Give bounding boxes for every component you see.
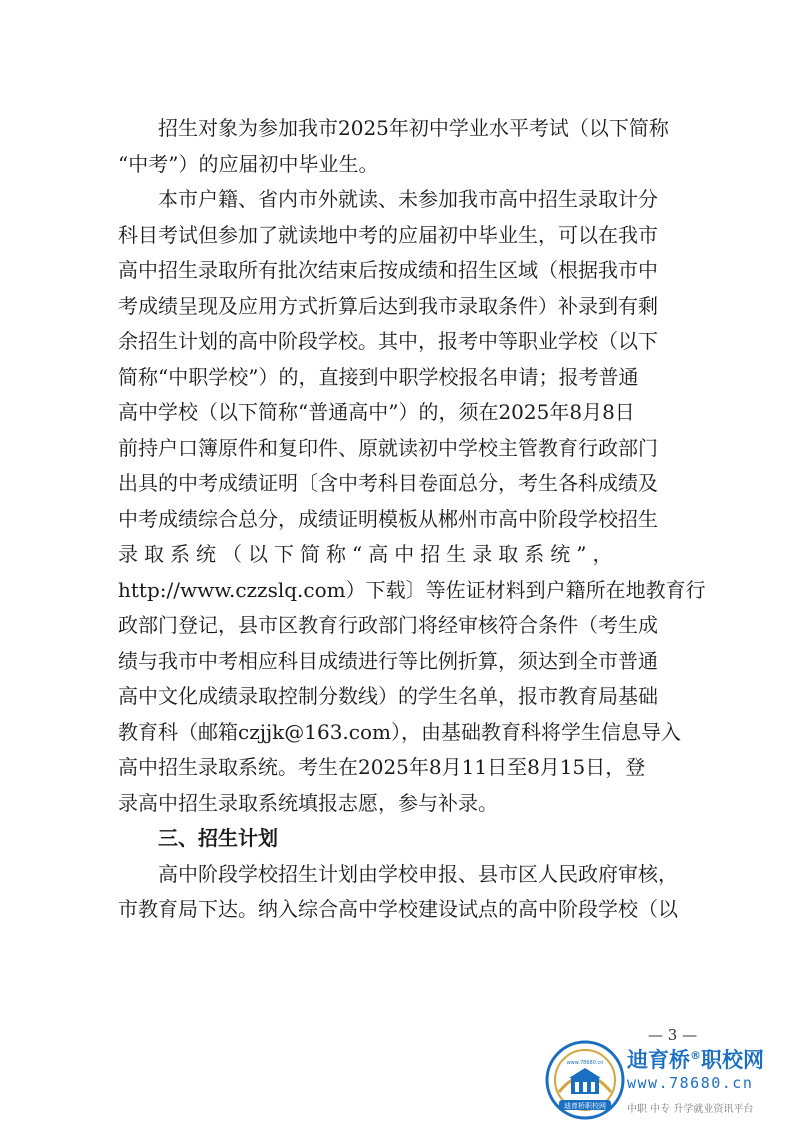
text-line: 高中招生录取系统。考生在2025年8月11日至8月15日，登 xyxy=(118,755,646,779)
text-line: 高中阶段学校招生计划由学校申报、县市区人民政府审核， xyxy=(158,861,678,886)
paragraph-supplementary-admission xyxy=(118,182,706,821)
watermark-brand xyxy=(627,1044,764,1074)
text-line: 本市户籍、省内市外就读、未参加我市高中招生录取计分 xyxy=(158,187,658,211)
page-number: — 3 — xyxy=(648,1026,698,1044)
text-line: 简称“中职学校”）的，直接到中职学校报名申请；报考普通 xyxy=(118,364,639,389)
text-line: 录高中招生录取系统填报志愿，参与补录。 xyxy=(118,790,498,815)
logo-caption: 迪育桥职校网 xyxy=(564,1102,606,1110)
document-body xyxy=(118,111,706,928)
text-line: “中考”）的应届初中毕业生。 xyxy=(118,151,379,176)
paragraph-enrollment-plan xyxy=(118,857,698,928)
text-line: 余招生计划的高中阶段学校。其中，报考中等职业学校（以下 xyxy=(118,329,658,353)
text-line: http://www.czzslq.com）下载〕等佐证材料到户籍所在地教育行 xyxy=(118,577,706,602)
section-heading-enrollment-plan: 三、招生计划 xyxy=(158,826,278,850)
paragraph-recruitment-target xyxy=(118,111,698,182)
text-line: 绩与我市中考相应科目成绩进行等比例折算，须达到全市普通 xyxy=(118,648,658,673)
text-line: 政部门登记，县市区教育行政部门将经审核符合条件（考生成 xyxy=(118,613,658,637)
watermark-tagline: 中职 中专 升学就业资讯平台 xyxy=(627,1104,754,1115)
brand-suffix: 职校网 xyxy=(701,1048,764,1072)
text-line: 中考成绩综合总分，成绩证明模板从郴州市高中阶段学校招生 xyxy=(118,506,658,531)
text-line: 录取系统（以下简称“高中招生录取系统”， xyxy=(118,542,619,566)
watermark-url: www.78680.cn xyxy=(627,1074,754,1092)
registered-mark: ® xyxy=(690,1049,701,1062)
text-line: 高中招生录取所有批次结束后按成绩和招生区域（根据我市中 xyxy=(118,258,658,282)
text-line: 高中学校（以下简称“普通高中”）的，须在2025年8月8日 xyxy=(118,400,635,424)
text-line: 高中文化成绩录取控制分数线）的学生名单，报市教育局基础 xyxy=(118,684,658,708)
text-line: 出具的中考成绩证明〔含中考科目卷面总分，考生各科成绩及 xyxy=(118,471,658,495)
brand-name: 迪育桥 xyxy=(627,1048,690,1072)
logo-url: www.78680.cn xyxy=(566,1060,604,1066)
school-bridge-logo-icon xyxy=(545,1040,625,1120)
text-line: 招生对象为参加我市2025年初中学业水平考试（以下简称 xyxy=(158,116,669,140)
site-watermark xyxy=(541,1040,794,1122)
text-line: 前持户口簿原件和复印件、原就读初中学校主管教育行政部门 xyxy=(118,435,658,460)
text-line: 市教育局下达。纳入综合高中学校建设试点的高中阶段学校（以 xyxy=(118,897,678,921)
text-line: 科目考试但参加了就读地中考的应届初中毕业生，可以在我市 xyxy=(118,222,658,247)
text-line: 教育科（邮箱czjjk@163.com），由基础教育科将学生信息导入 xyxy=(118,719,681,744)
text-line: 考成绩呈现及应用方式折算后达到我市录取条件）补录到有剩 xyxy=(118,293,658,318)
